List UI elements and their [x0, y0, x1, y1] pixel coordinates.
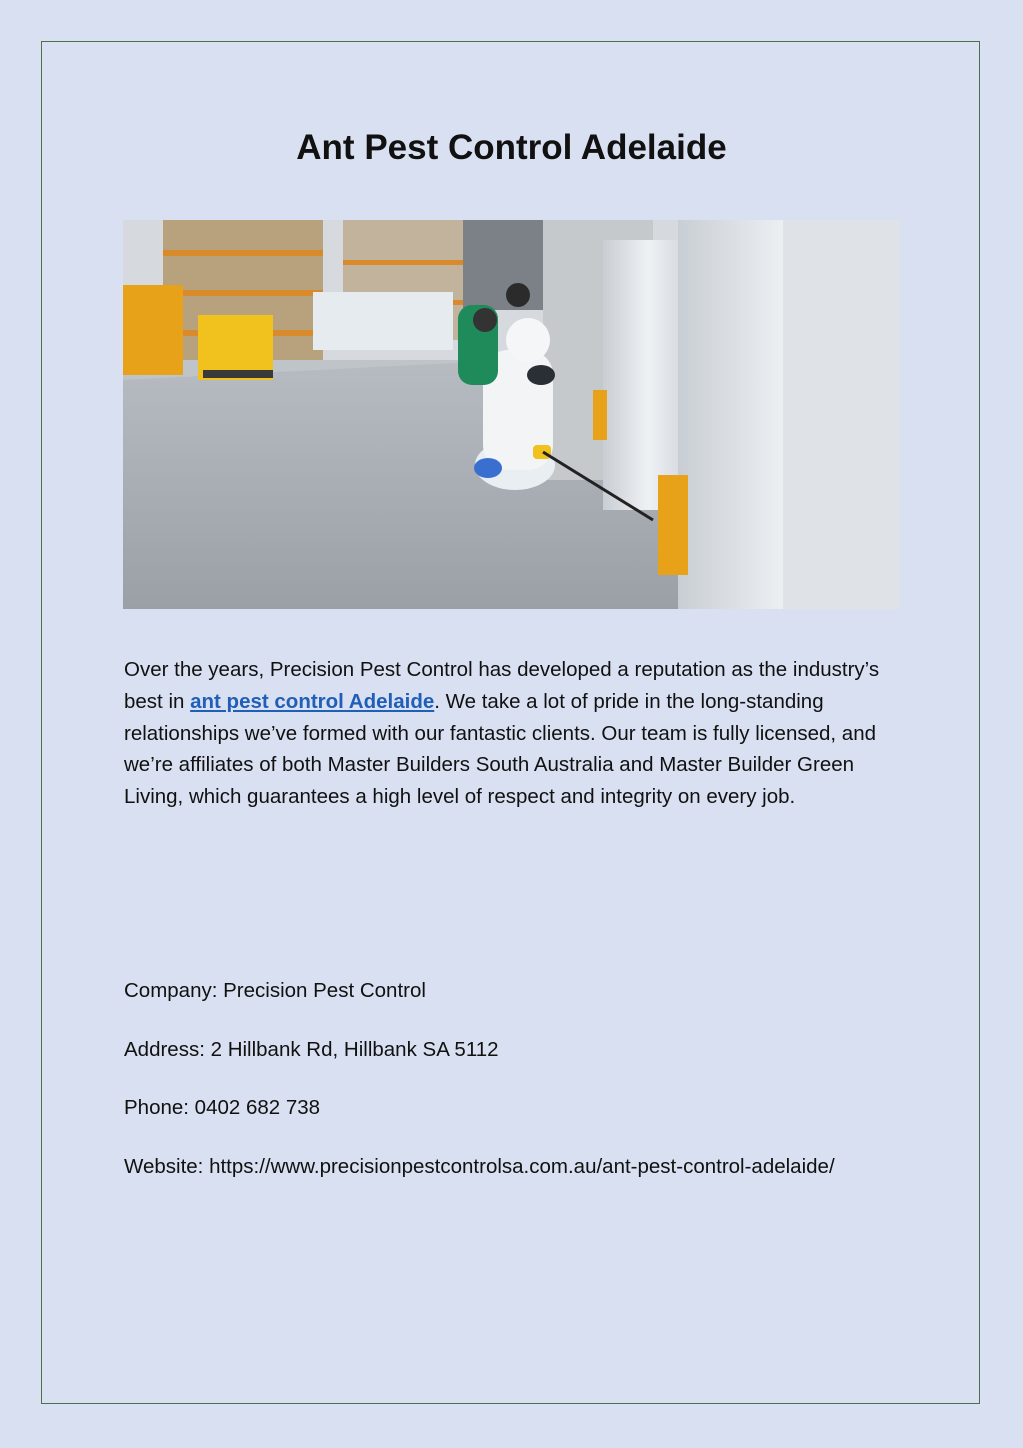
- intro-paragraph: [124, 654, 904, 813]
- phone-line: Phone: 0402 682 738: [124, 1096, 321, 1119]
- intro-text-start: Over the years, Precision Pest Control has developed a reputation as the industry’s best in: [124, 658, 880, 713]
- ant-pest-control-link[interactable]: ant pest control Adelaide: [190, 689, 435, 713]
- intro-text-end: . We take a lot of pride in the long-standing relationships we’ve formed with our fantastic clients. Our team is fully licensed, and we’re affiliates of both Master Builders South Australia and Master Builder Green Living, which guarantees a high level of respect and integrity on every job.: [124, 689, 877, 809]
- address-line: Address: 2 Hillbank Rd, Hillbank SA 5112: [124, 1038, 499, 1061]
- warehouse-pest-control-photo: [123, 220, 900, 609]
- page-title: Ant Pest Control Adelaide: [296, 128, 727, 167]
- website-line: Website: https://www.precisionpestcontrolsa.com.au/ant-pest-control-adelaide/: [124, 1155, 835, 1178]
- company-line: Company: Precision Pest Control: [124, 979, 426, 1002]
